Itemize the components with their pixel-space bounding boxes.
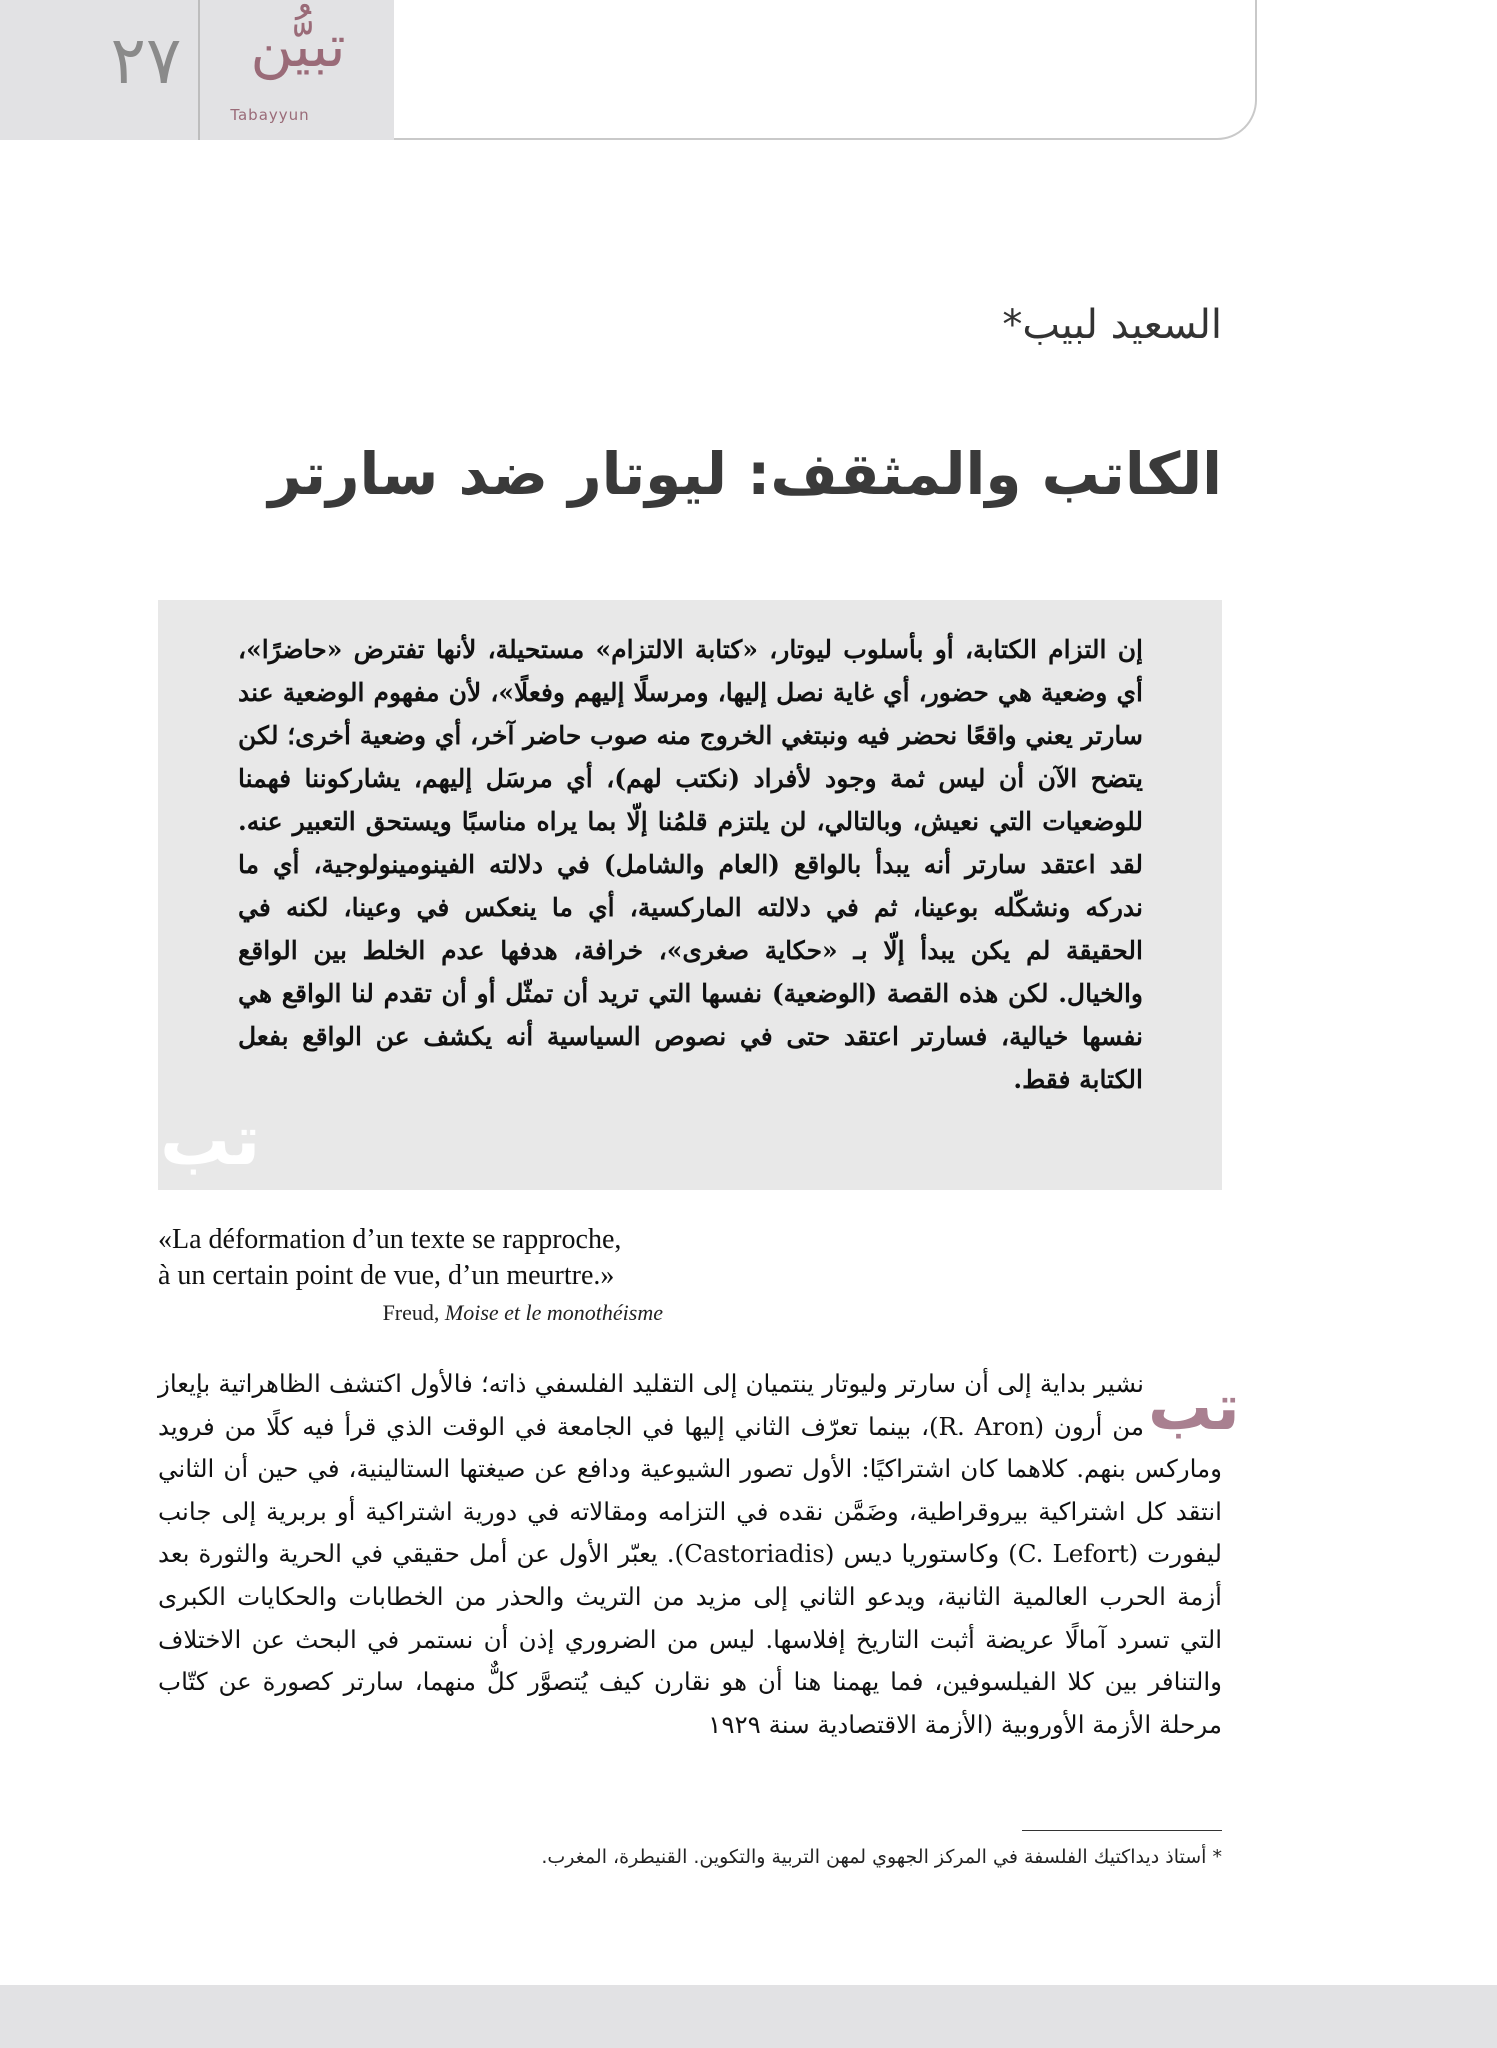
footnote: * أستاذ ديداكتيك الفلسفة في المركز الجهوي لمهن التربية والتكوين. القنيطرة، المغرب.	[541, 1846, 1222, 1868]
page-number: ٢٧	[110, 22, 182, 99]
epigraph-author: Freud,	[382, 1300, 440, 1325]
journal-logo-latin: Tabayyun	[230, 106, 310, 124]
dropcap-ornament: تب	[1148, 1371, 1240, 1445]
abstract-text: إن التزام الكتابة، أو بأسلوب ليوتار، «كتابة الالتزام» مستحيلة، لأنها تفترض «حاضرًا»، أي وضعية هي حضور، أي غاية نصل إليها، ومرسلًا إليهم وفعلًا»، لأن مفهوم الوضعية عند سارتر يعني واقعًا نحضر فيه ونبتغي الخروج منه صوب حاضر آخر، أي وضعية أخرى؛ لكن يتضح الآن أن ليس ثمة وجود لأفراد (نكتب لهم)، أي مرسَل إليهم، يشاركوننا فهمنا للوضعيات التي نعيش، وبالتالي، لن يلتزم قلمُنا إلّا بما يراه مناسبًا ويستحق التعبير عنه. لقد اعتقد سارتر أنه يبدأ بالواقع (العام والشامل) في دلالته الفينومينولوجية، أي ما ندركه ونشكّله بوعينا، ثم في دلالته الماركسية، أي ما ينعكس في وعينا، لكنه في الحقيقة لم يكن يبدأ إلّا بـ «حكاية صغرى»، خرافة، هدفها عدم الخلط بين الواقع والخيال. لكن هذه القصة (الوضعية) نفسها التي تريد أن تمثّل أو أن تقدم لنا الواقع هي نفسها خيالية، فسارتر اعتقد حتى في نصوص السياسية أنه يكشف عن الواقع بفعل الكتابة فقط.	[238, 635, 1143, 1094]
abstract-ornament: تب	[160, 1099, 261, 1181]
article-title: الكاتب والمثقف: ليوتار ضد سارتر	[268, 440, 1222, 508]
epigraph-work: Moise et le monothéisme	[444, 1300, 663, 1325]
body-text: نشير بداية إلى أن سارتر وليوتار ينتميان إلى التقليد الفلسفي ذاته؛ فالأول اكتشف الظاهراتية بإيعاز من أرون (R. Aron)، بينما تعرّف الثاني إليها في الجامعة في الوقت الذي قرأ فيه كلًا من فرويد وماركس بنهم. كلاهما كان اشتراكيًا: الأول تصور الشيوعية ودافع عن صيغتها الستالينية، في حين أن الثاني انتقد كل اشتراكية بيروقراطية، وضَمَّن نقده في التزامه ومقالاته في دورية اشتراكية أو بربرية إلى جانب ليفورت (C. Lefort) وكاستوريا ديس (Castoriadis). يعبّر الأول عن أمل حقيقي في الحرية والثورة بعد أزمة الحرب العالمية الثانية، ويدعو الثاني إلى مزيد من التريث والحذر من الخطابات والحكايات الكبرى التي تسرد آمالًا عريضة أثبت التاريخ إفلاسها. ليس من الضروري إذن أن نستمر في البحث عن الاختلاف والتنافر بين كلا الفيلسوفين، فما يهمنا هنا أن هو نقارن كيف يُتصوَّر كلٌّ منهما، سارتر كصورة عن كتّاب مرحلة الأزمة الأوروبية (الأزمة الاقتصادية سنة ١٩٢٩	[158, 1369, 1222, 1739]
journal-logo: تبيُّن	[250, 12, 346, 80]
author-name: السعيد لبيب*	[1002, 302, 1222, 348]
epigraph-source	[158, 1300, 663, 1326]
footer-band	[0, 1985, 1497, 2048]
epigraph	[158, 1222, 718, 1294]
body-paragraph	[158, 1363, 1240, 1746]
epigraph-line-1: «La déformation d’un texte se rapproche,	[158, 1224, 622, 1255]
epigraph-line-2: à un certain point de vue, d’un meurtre.»	[158, 1260, 615, 1291]
footnote-rule	[1022, 1830, 1222, 1831]
